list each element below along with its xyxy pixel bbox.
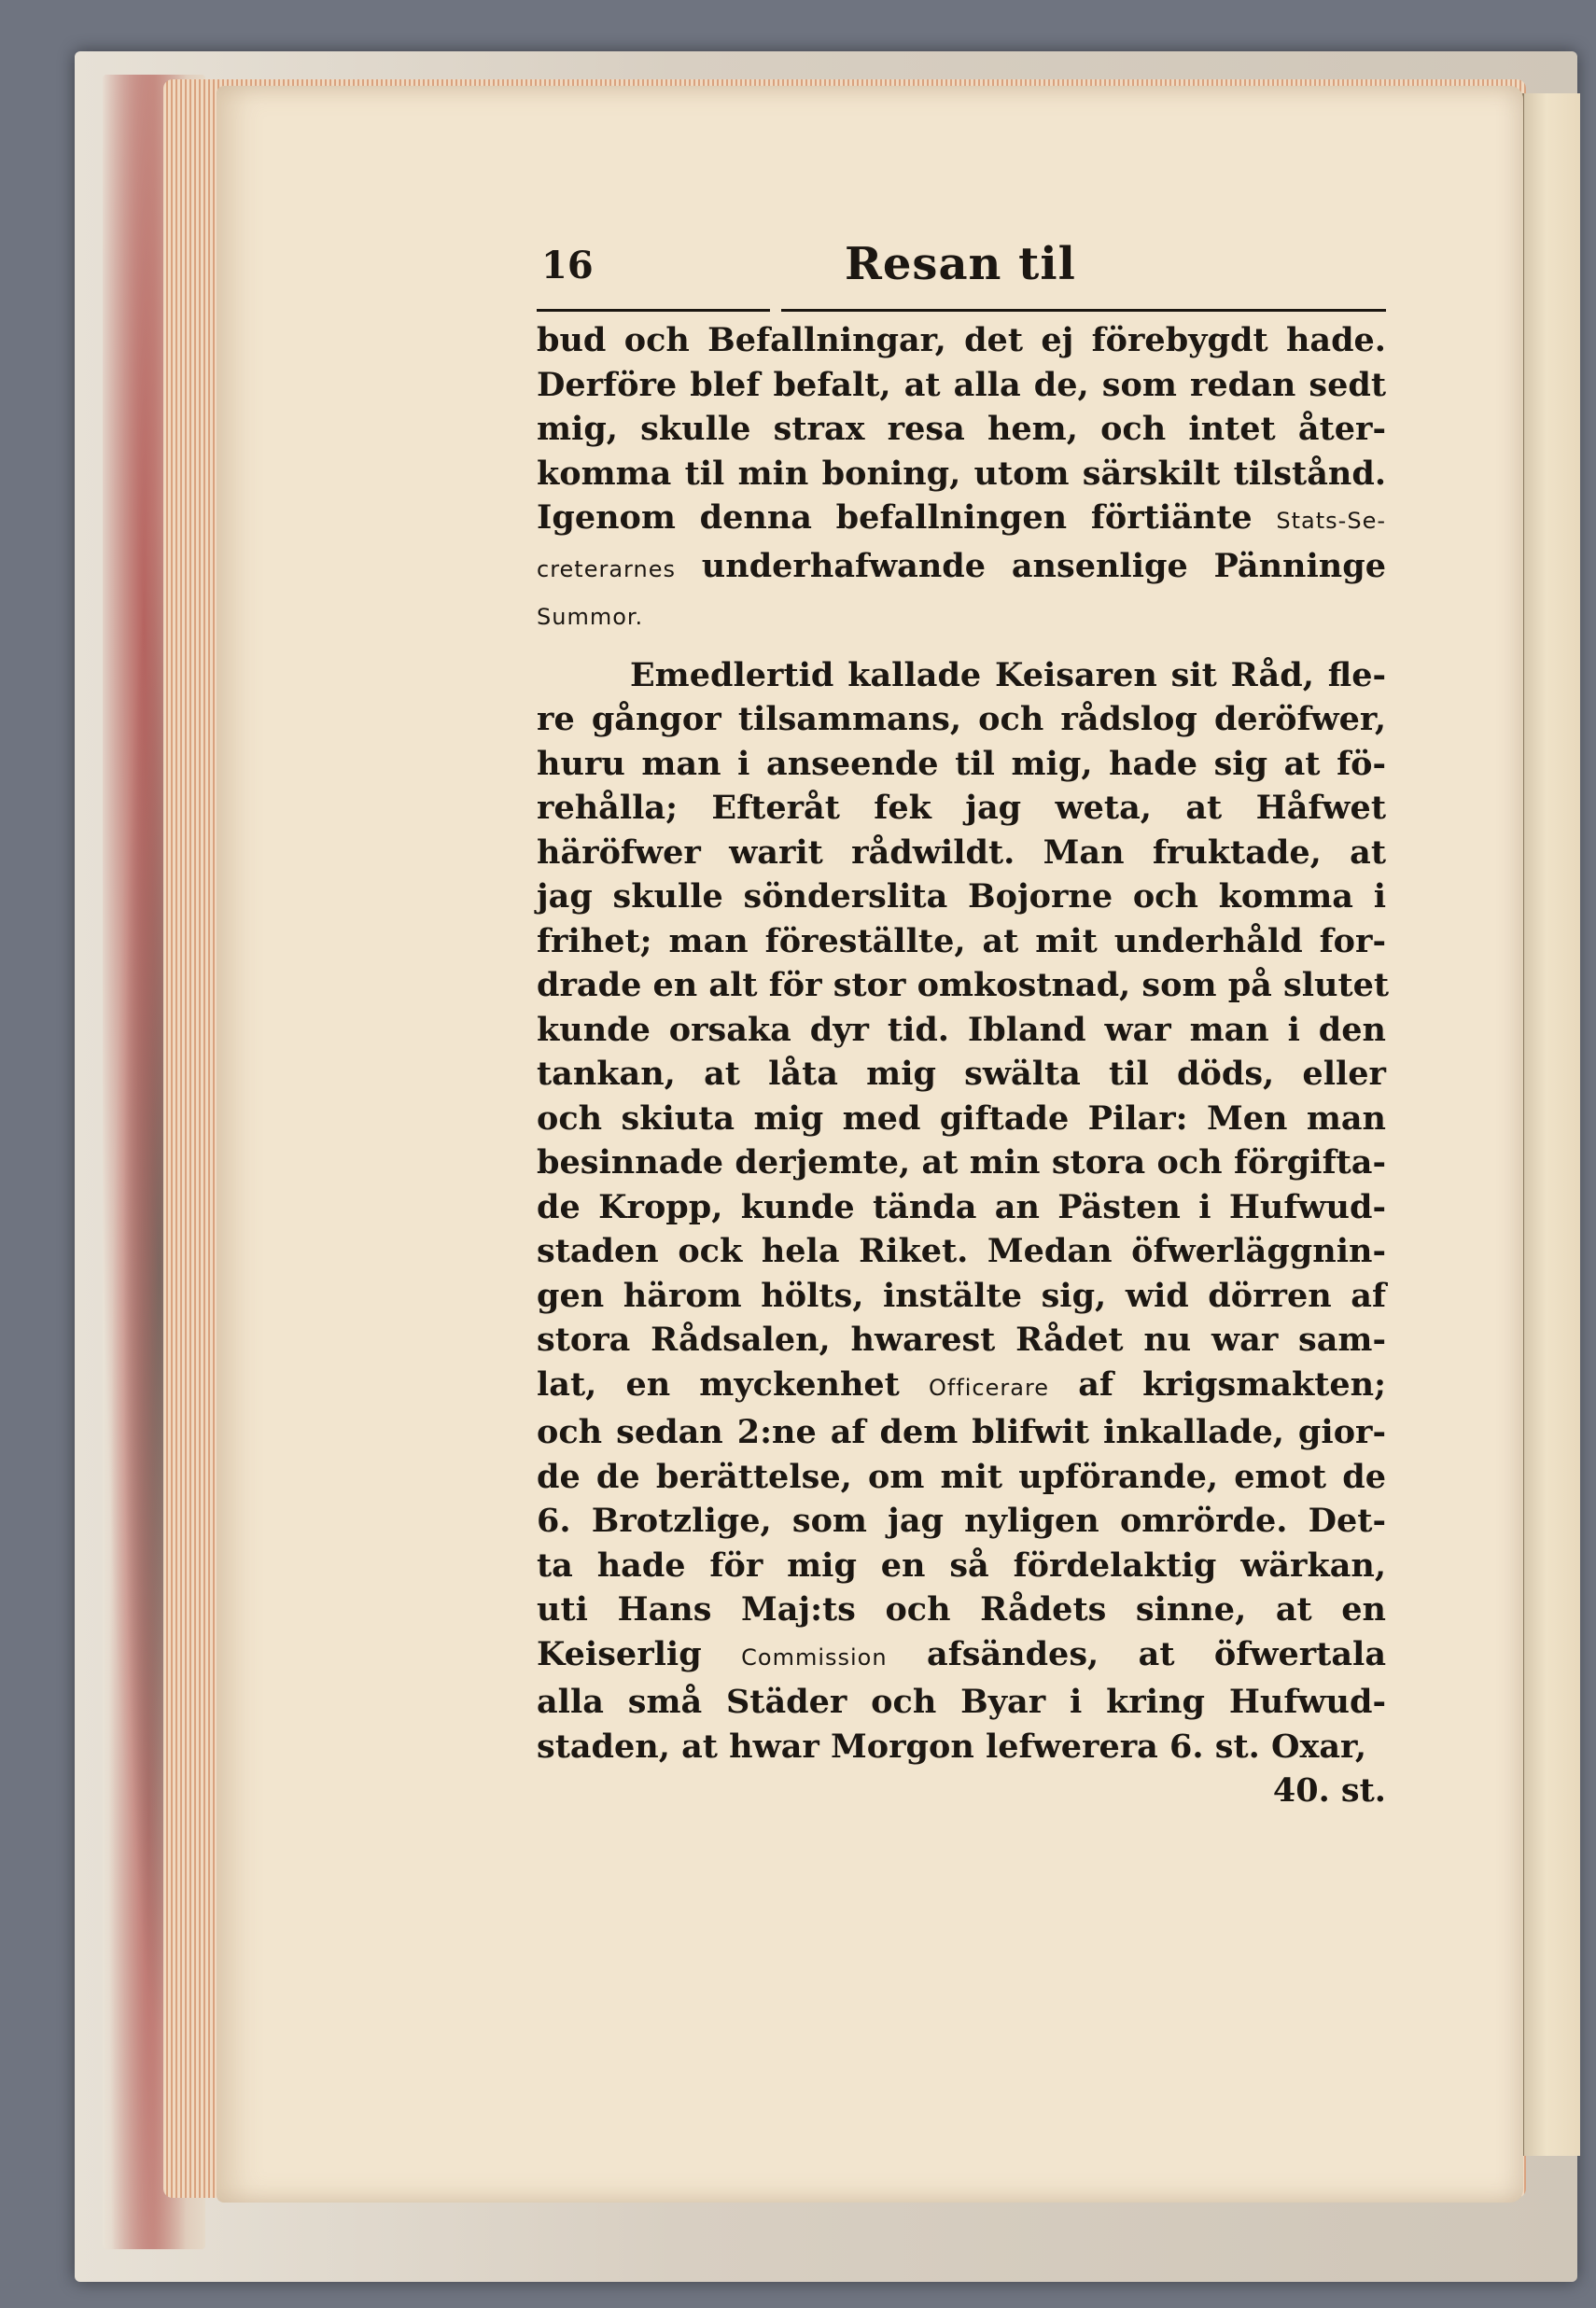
facing-page-edge xyxy=(1521,93,1580,2156)
text-span: Igenom denna befallningen förtiänte xyxy=(537,498,1277,537)
text-line: de de berättelse, om mit upförande, emot de xyxy=(537,1457,1386,1496)
roman-type-word: creterarnes xyxy=(537,555,676,582)
text-line xyxy=(537,544,1386,593)
text-line: kunde orsaka dyr tid. Ibland war man i den xyxy=(537,1010,1386,1049)
text-line xyxy=(537,496,1386,544)
text-span: afsändes, at öfwertala xyxy=(887,1634,1386,1673)
text-line: stora Rådsalen, hwarest Rådet nu war sam- xyxy=(537,1321,1386,1359)
text-line: frihet; man föreställte, at mit underhåld for- xyxy=(537,921,1386,960)
text-span: underhafwande ansenlige Pänninge xyxy=(675,546,1386,585)
text-line: drade en alt för stor omkostnad, som på slutet xyxy=(537,966,1390,1004)
text-line: Derföre blef befalt, at alla de, som redan sedt xyxy=(537,365,1386,404)
text-line: rehålla; Efteråt fek jag weta, at Håfwet xyxy=(537,789,1386,827)
head-rule xyxy=(537,309,1386,313)
text-line: gen härom hölts, instälte sig, wid dörren af xyxy=(537,1276,1386,1315)
text-line: häröfwer warit rådwildt. Man fruktade, at xyxy=(537,832,1386,872)
roman-type-word: Officerare xyxy=(928,1374,1050,1401)
text-line: bud och Befallningar, det ej förebygdt hade. xyxy=(537,321,1386,359)
text-line: komma til min boning, utom särskilt tilstånd. xyxy=(537,454,1386,493)
text-line: mig, skulle strax resa hem, och intet åter- xyxy=(537,410,1386,448)
running-title: Resan til xyxy=(845,238,1076,290)
roman-type-word: Stats-Se- xyxy=(1276,508,1386,534)
roman-type-word: Summor. xyxy=(537,604,644,630)
text-line xyxy=(537,592,1386,640)
text-line: besinnade derjemte, at min stora och förgifta- xyxy=(537,1143,1386,1182)
text-span: af krigsmakten; xyxy=(1049,1364,1386,1404)
text-line: alla små Städer och Byar i kring Hufwud- xyxy=(537,1683,1386,1721)
text-line xyxy=(537,1363,1386,1411)
text-line: tankan, at låta mig swälta til döds, eller xyxy=(537,1055,1386,1093)
page-number: 16 xyxy=(541,244,594,287)
text-line: ta hade för mig en så fördelaktig wärkan, xyxy=(537,1546,1386,1585)
text-line: Emedlertid kallade Keisaren sit Råd, fle- xyxy=(630,655,1386,694)
text-line: uti Hans Maj:ts och Rådets sinne, at en xyxy=(537,1590,1386,1629)
catchword: 40. st. xyxy=(1272,1771,1386,1810)
text-line: och sedan 2:ne af dem blifwit inkallade, gior- xyxy=(537,1413,1386,1451)
text-line xyxy=(537,1632,1386,1681)
running-head xyxy=(537,238,1386,303)
text-line: huru man i anseende til mig, hade sig at fö- xyxy=(537,744,1386,783)
text-line: staden, at hwar Morgon lefwerera 6. st. Oxar, xyxy=(537,1727,1367,1766)
paragraph-2 xyxy=(537,653,1390,1769)
text-block xyxy=(537,238,1390,1813)
text-line: 6. Brotzlige, som jag nyligen omrörde. Det- xyxy=(537,1502,1386,1540)
text-span: Keiserlig xyxy=(537,1634,742,1673)
text-line: jag skulle sönderslita Bojorne och komma i xyxy=(537,877,1386,916)
text-line: re gångor tilsammans, och rådslog deröfwer, xyxy=(537,700,1386,738)
roman-type-word: Commission xyxy=(741,1644,888,1671)
text-line: och skiuta mig med giftade Pilar: Men man xyxy=(537,1098,1386,1138)
text-span: lat, en myckenhet xyxy=(537,1364,929,1404)
paragraph-1 xyxy=(537,318,1386,640)
text-line: staden ock hela Riket. Medan öfwerläggnin- xyxy=(537,1232,1386,1270)
text-line: de Kropp, kunde tända an Pästen i Hufwud- xyxy=(537,1187,1386,1226)
